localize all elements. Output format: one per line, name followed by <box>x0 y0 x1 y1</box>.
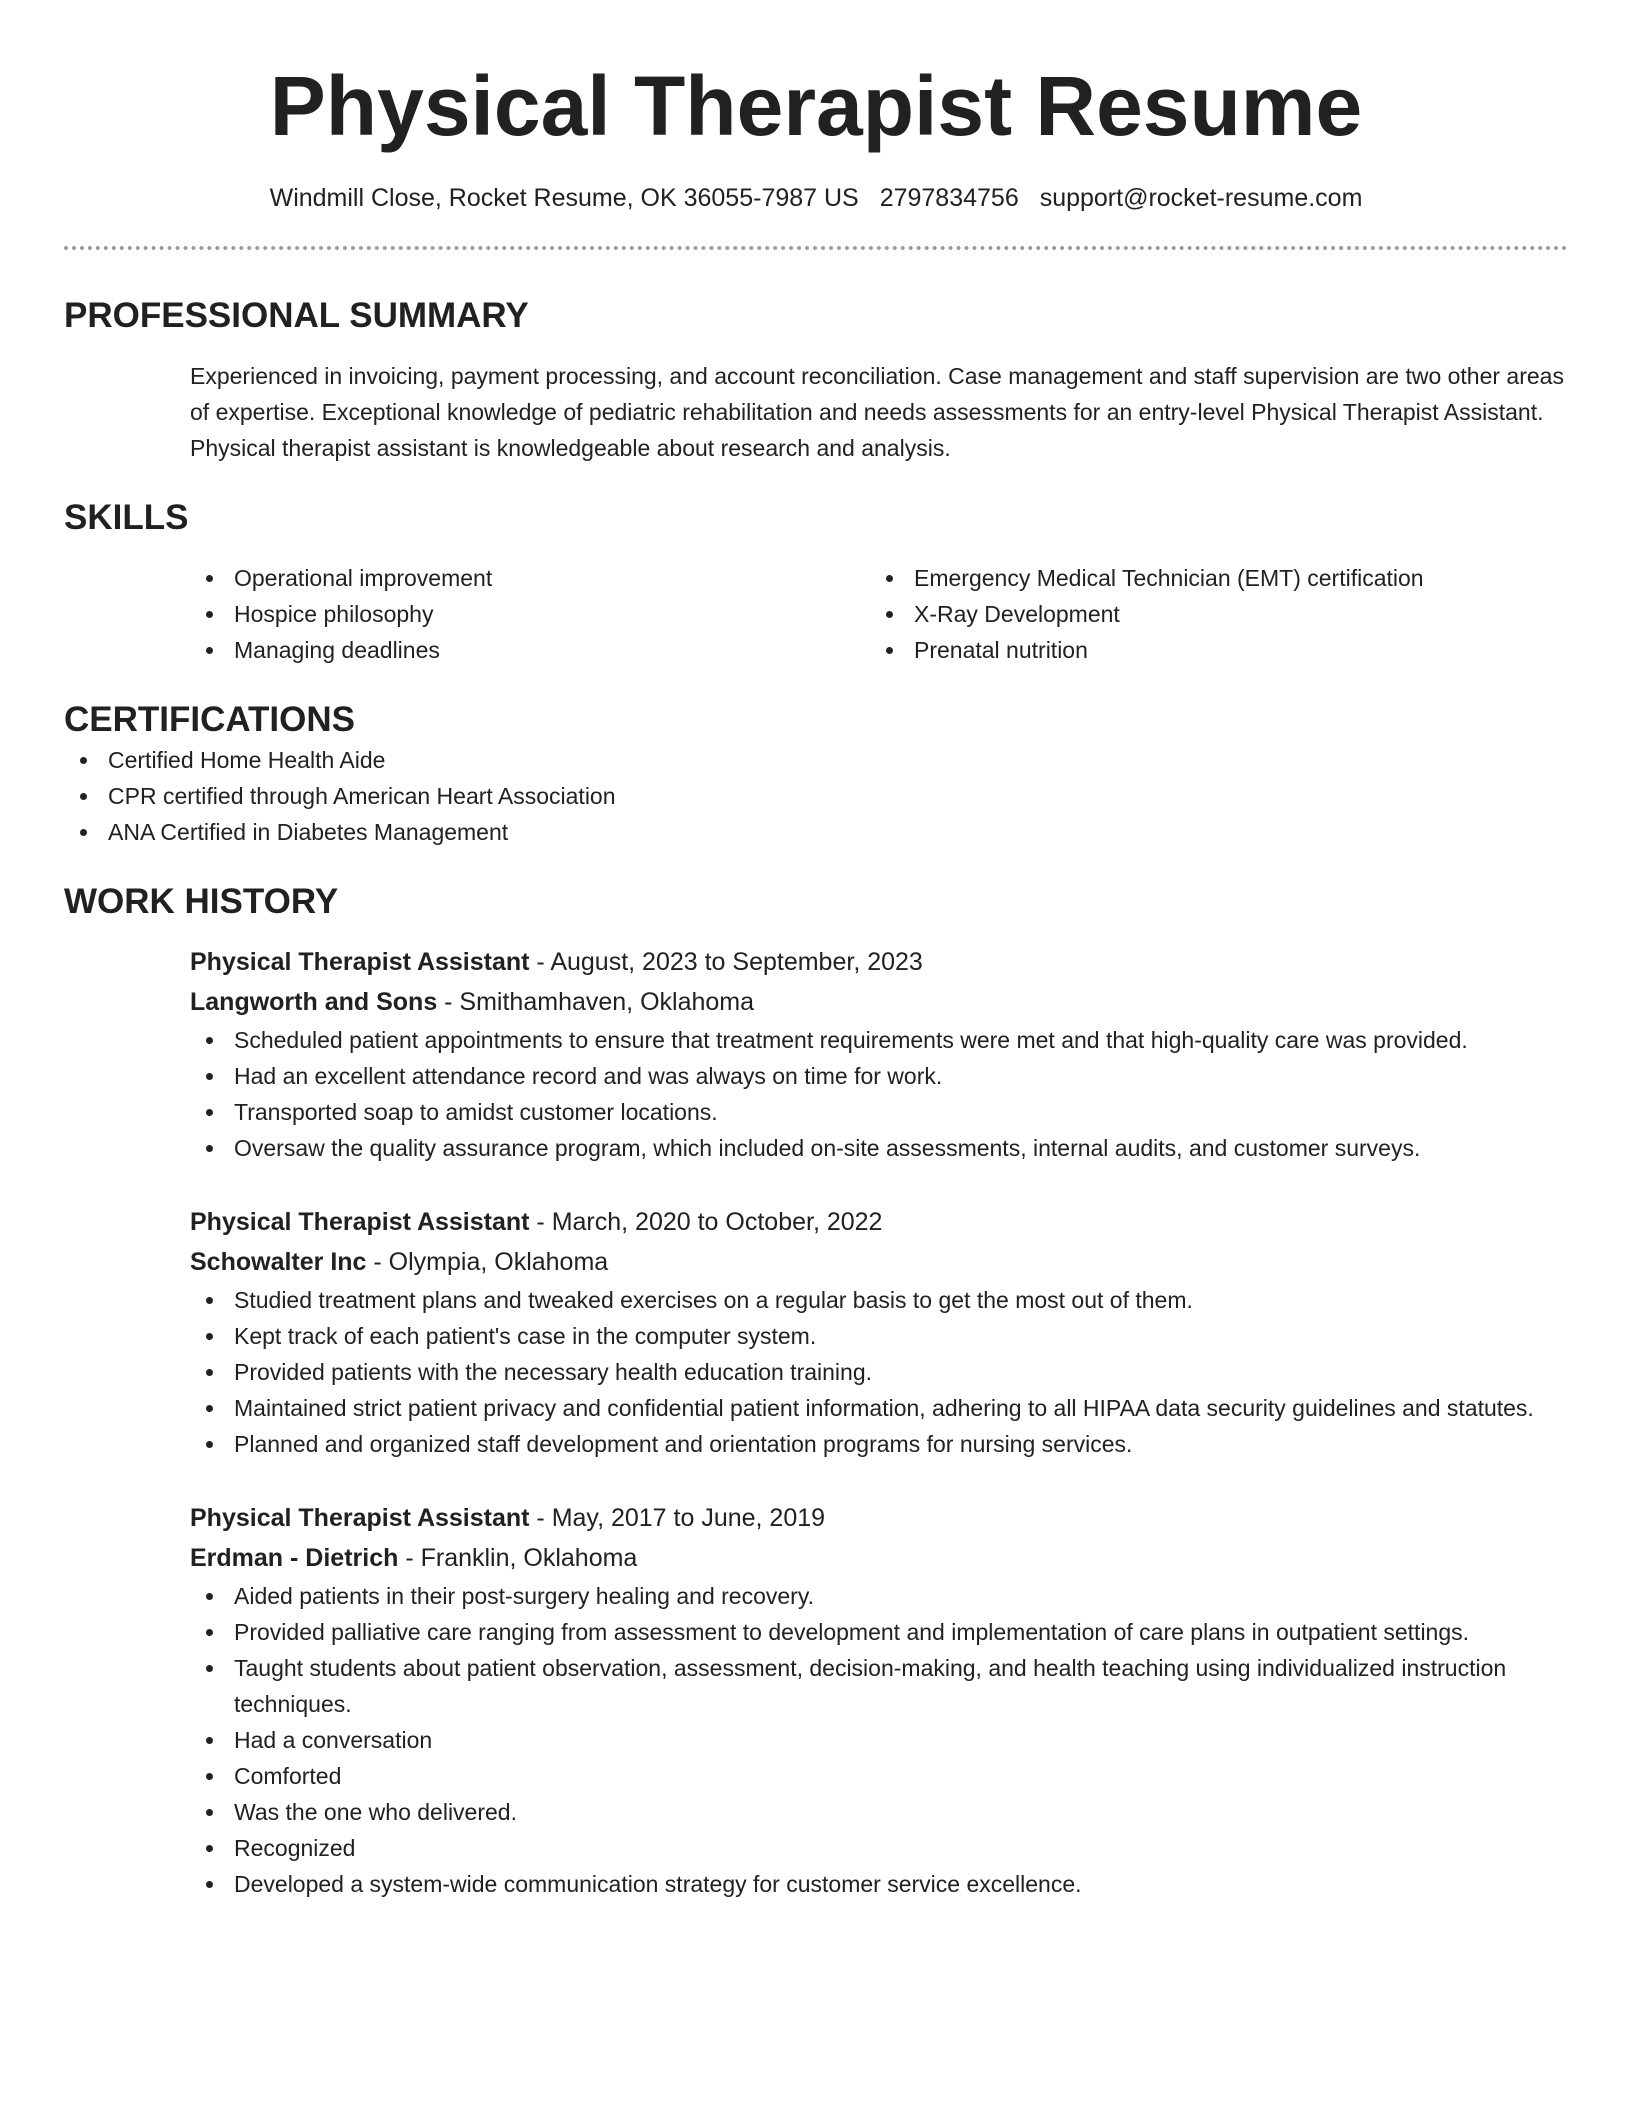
summary-text: Experienced in invoicing, payment processing, and account reconciliation. Case management and staff supervision are two other areas of expertise. Exceptional knowledge of pediatric rehabilitation and needs assessments for an entry-level Physical Therapist Assistant. Physical therapist assistant is knowledgeable about research and analysis. <box>190 363 1564 461</box>
job-duty-item: Provided patients with the necessary health education training. <box>190 1354 1568 1390</box>
skills-list <box>190 560 1568 668</box>
job-company-line <box>190 1242 1568 1282</box>
job-duty-item: Developed a system-wide communication strategy for customer service excellence. <box>190 1866 1568 1902</box>
job-duty-item: Comforted <box>190 1758 1568 1794</box>
job-duty-item: Was the one who delivered. <box>190 1794 1568 1830</box>
header-divider <box>64 246 1568 250</box>
certification-item: Certified Home Health Aide <box>64 742 1568 778</box>
resume-title: Physical Therapist Resume <box>269 59 1363 153</box>
job-duty-item: Transported soap to amidst customer locations. <box>190 1094 1568 1130</box>
job-duty-item: Taught students about patient observation, assessment, decision-making, and health teaching using individualized instruction techniques. <box>190 1650 1568 1722</box>
resume-page <box>64 0 1568 1902</box>
skill-item: X-Ray Development <box>870 596 1568 632</box>
skill-item: Prenatal nutrition <box>870 632 1568 668</box>
skill-item: Hospice philosophy <box>190 596 870 632</box>
job-company-line <box>190 982 1568 1022</box>
job-duty-item: Maintained strict patient privacy and confidential patient information, adhering to all HIPAA data security guidelines and statutes. <box>190 1390 1568 1426</box>
job-duty-item: Studied treatment plans and tweaked exercises on a regular basis to get the most out of them. <box>190 1282 1568 1318</box>
contact-email: support@rocket-resume.com <box>1039 184 1363 212</box>
job-title-line <box>190 1202 1568 1242</box>
job-duty-item: Recognized <box>190 1830 1568 1866</box>
job-duty-item: Had a conversation <box>190 1722 1568 1758</box>
job-duty-item: Provided palliative care ranging from assessment to development and implementation of care plans in outpatient settings. <box>190 1614 1568 1650</box>
skill-item: Managing deadlines <box>190 632 870 668</box>
section-title-work-history: WORK HISTORY <box>64 882 339 921</box>
job-duty-item: Aided patients in their post-surgery healing and recovery. <box>190 1578 1568 1614</box>
job-dates: - August, 2023 to September, 2023 <box>529 948 923 976</box>
contact-address: Windmill Close, Rocket Resume, OK 36055-7987 US <box>269 184 859 212</box>
contact-phone: 2797834756 <box>879 184 1019 212</box>
job-duty-item: Kept track of each patient's case in the computer system. <box>190 1318 1568 1354</box>
skill-item: Operational improvement <box>190 560 870 596</box>
job-company: Langworth and Sons <box>190 988 438 1016</box>
skills-column-right <box>870 560 1568 668</box>
job-location: - Olympia, Oklahoma <box>366 1248 609 1276</box>
skill-item: Emergency Medical Technician (EMT) certification <box>870 560 1568 596</box>
job-position: Physical Therapist Assistant <box>190 948 530 976</box>
job-duties-list <box>190 1578 1568 1902</box>
job-title-line <box>190 942 1568 982</box>
section-title-summary: PROFESSIONAL SUMMARY <box>64 296 529 335</box>
contact-line <box>64 182 1568 214</box>
job-entry <box>190 1498 1568 1902</box>
job-position: Physical Therapist Assistant <box>190 1504 530 1532</box>
job-duty-item: Scheduled patient appointments to ensure that treatment requirements were met and that high-quality care was provided. <box>190 1022 1568 1058</box>
job-duties-list <box>190 1022 1568 1166</box>
skills-column-left <box>190 560 870 668</box>
job-duty-item: Oversaw the quality assurance program, which included on-site assessments, internal audits, and customer surveys. <box>190 1130 1568 1166</box>
section-title-certifications: CERTIFICATIONS <box>64 700 356 739</box>
job-duty-item: Planned and organized staff development and orientation programs for nursing services. <box>190 1426 1568 1462</box>
job-duty-item: Had an excellent attendance record and was always on time for work. <box>190 1058 1568 1094</box>
job-title-line <box>190 1498 1568 1538</box>
job-location: - Smithamhaven, Oklahoma <box>437 988 755 1016</box>
job-company: Erdman - Dietrich <box>190 1544 399 1572</box>
job-position: Physical Therapist Assistant <box>190 1208 530 1236</box>
job-entry <box>190 942 1568 1166</box>
certification-item: CPR certified through American Heart Association <box>64 778 1568 814</box>
certifications-list <box>64 742 1568 850</box>
job-dates: - March, 2020 to October, 2022 <box>529 1208 883 1236</box>
job-location: - Franklin, Oklahoma <box>398 1544 638 1572</box>
section-title-skills: SKILLS <box>64 498 189 537</box>
job-entry <box>190 1202 1568 1462</box>
job-company: Schowalter Inc <box>190 1248 367 1276</box>
job-dates: - May, 2017 to June, 2019 <box>529 1504 826 1532</box>
certification-item: ANA Certified in Diabetes Management <box>64 814 1568 850</box>
job-company-line <box>190 1538 1568 1578</box>
job-duties-list <box>190 1282 1568 1462</box>
